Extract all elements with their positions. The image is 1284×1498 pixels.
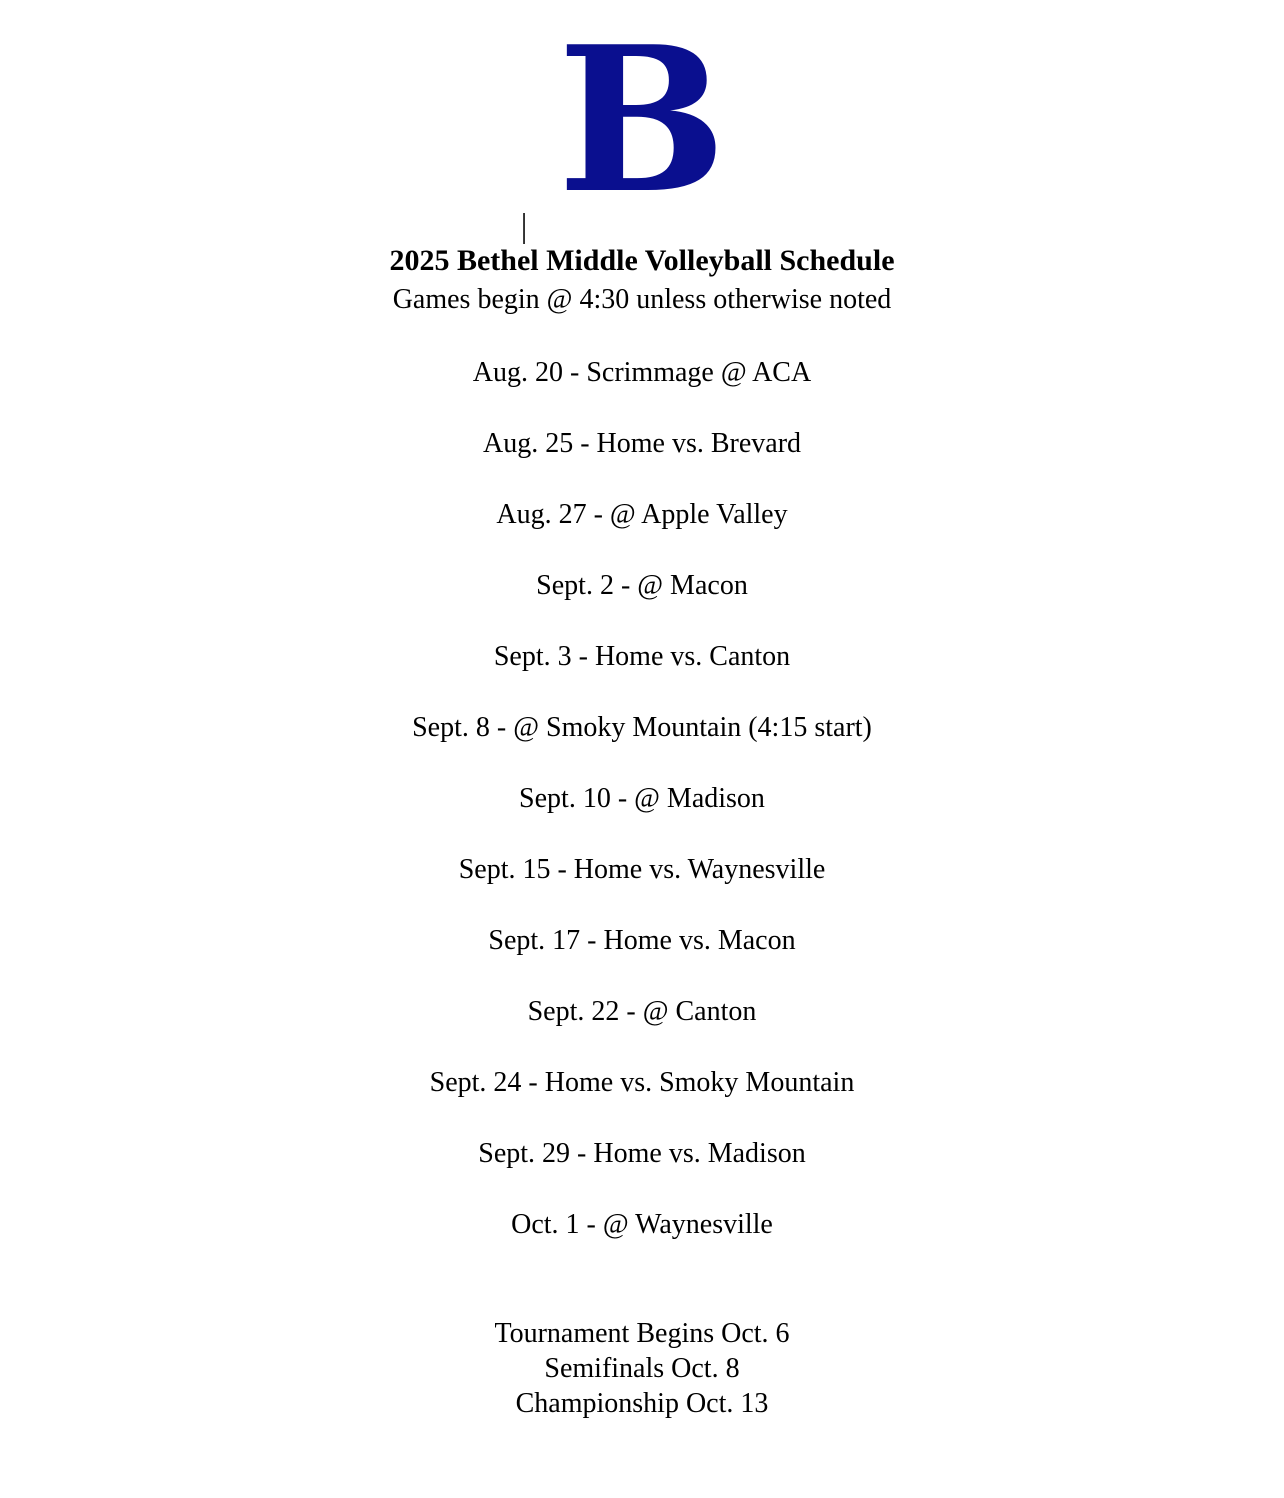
schedule-note: Games begin @ 4:30 unless otherwise noted — [392, 284, 892, 315]
game-item: Sept. 15 - Home vs. Waynesville — [458, 854, 826, 885]
game-item: Sept. 2 - @ Macon — [536, 570, 748, 601]
game-item: Aug. 25 - Home vs. Brevard — [482, 428, 802, 459]
game-item: Oct. 1 - @ Waynesville — [511, 1209, 773, 1240]
game-list — [0, 355, 1284, 1242]
bethel-b-logo: B — [557, 3, 727, 238]
game-item: Sept. 22 - @ Canton — [527, 996, 757, 1027]
game-item: Sept. 10 - @ Madison — [519, 783, 765, 814]
game-item: Sept. 3 - Home vs. Canton — [493, 641, 791, 672]
game-item: Sept. 8 - @ Smoky Mountain (4:15 start) — [412, 712, 872, 743]
game-item: Aug. 27 - @ Apple Valley — [496, 499, 788, 530]
game-item: Sept. 24 - Home vs. Smoky Mountain — [429, 1067, 855, 1098]
cursor-row — [0, 208, 1166, 245]
game-item: Aug. 20 - Scrimmage @ ACA — [472, 357, 812, 388]
game-item: Sept. 29 - Home vs. Madison — [478, 1138, 806, 1169]
text-cursor-bar: | — [520, 208, 528, 245]
tournament-line: Tournament Begins Oct. 6 — [494, 1318, 790, 1349]
game-item: Sept. 17 - Home vs. Macon — [488, 925, 796, 956]
tournament-line: Championship Oct. 13 — [515, 1388, 769, 1419]
tournament-info — [0, 1316, 1284, 1421]
page-title: 2025 Bethel Middle Volleyball Schedule — [389, 244, 895, 277]
tournament-line: Semifinals Oct. 8 — [544, 1353, 740, 1384]
